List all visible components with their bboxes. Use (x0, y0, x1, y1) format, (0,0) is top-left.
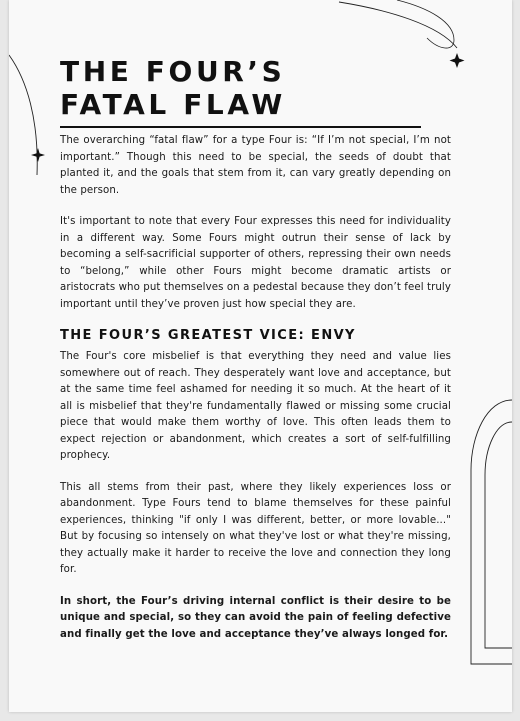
right-inner-arch-decoration (485, 422, 512, 648)
sparkle-icon-top-right (450, 53, 465, 68)
top-right-arc-decoration (339, 2, 457, 48)
conclusion-paragraph: In short, the Four’s driving internal conflict is their desire to be unique and special, so they can avoid the pain of feeling defective and finally get the love and acceptance they’ve always longed for. (60, 595, 451, 640)
document-page (9, 0, 512, 712)
left-curve-decoration (9, 55, 37, 175)
title-line-2: FATAL FLAW (60, 88, 286, 121)
section-heading: THE FOUR’S GREATEST VICE: ENVY (60, 328, 356, 343)
title-underline (60, 126, 421, 128)
title-line-1: THE FOUR’S (60, 55, 286, 88)
body-content (60, 133, 451, 658)
vice-paragraph-2: This all stems from their past, where they likely experiences loss or abandonment. Type Fours tend to blame themselves for these painful experiences, thinking "if only I was different, better, or more lovable..." But by focusing so intensely on what they've lost or what they're missing, they actually make it harder to receive the love and connection they long for. (60, 481, 451, 575)
right-outer-arch-decoration (471, 400, 512, 664)
page-title (60, 55, 286, 121)
intro-paragraph-2: It's important to note that every Four expresses this need for individuality in a different way. Some Fours might outrun their sense of lack by becoming a self-sacrificial supporter of others, repressing their own needs to “belong,” while other Fours might become dramatic artists or aristocrats who put themselves on a pedestal because they don’t feel truly important until they’ve proven just how special they are. (60, 216, 451, 310)
vice-paragraph-1: The Four's core misbelief is that everything they need and value lies somewhere out of reach. They desperately want love and acceptance, but at the same time feel ashamed for needing it so much. At the heart of it all is misbelief that they're fundamentally flawed or missing some crucial piece that would make them worthy of love. This often leads them to expect rejection or abandonment, which creates a sort of self-fulfilling prophecy. (60, 351, 451, 461)
sparkle-icon-left (31, 148, 45, 162)
intro-paragraph-1: The overarching “fatal flaw” for a type Four is: “If I’m not special, I’m not important.” Though this need to be special, the seeds of doubt that planted it, and the goals that stem from it, can vary greatly depending on the person. (60, 135, 451, 196)
top-right-ellipse-decoration (397, 0, 454, 48)
